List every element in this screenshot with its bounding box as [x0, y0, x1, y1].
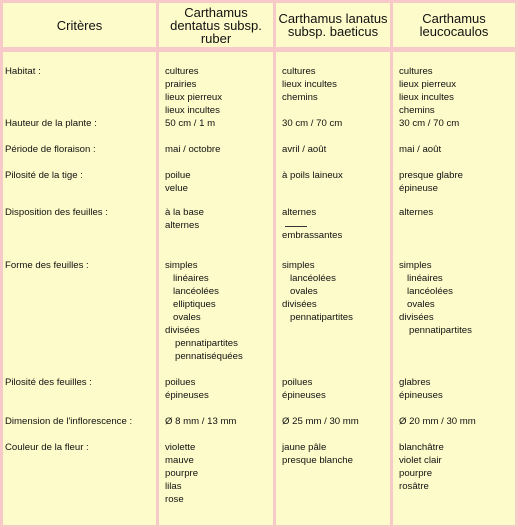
value-line: embrassantes — [282, 230, 343, 241]
value-line: ovales — [407, 299, 435, 310]
value-cell — [276, 415, 393, 441]
value-cell — [159, 441, 276, 525]
value-line: ovales — [173, 312, 201, 323]
value-line: lieux incultes — [165, 105, 220, 116]
value-line: alternes — [399, 207, 434, 218]
value-line: violette — [165, 442, 196, 453]
criterion-label: Pilosité de la tige : — [3, 169, 159, 206]
value-cell — [276, 169, 393, 206]
value-line: divisées — [165, 325, 200, 336]
value-line: pourpre — [399, 468, 433, 479]
value-line: cultures — [165, 66, 199, 77]
species-header: Carthamus dentatus subsp. ruber — [159, 3, 276, 52]
value-line: simples — [399, 260, 432, 271]
value-cell — [159, 117, 276, 143]
value-line: presque blanche — [282, 455, 353, 466]
value-line: ovales — [290, 286, 318, 297]
criterion-label: Pilosité des feuilles : — [3, 376, 159, 415]
value-cell — [276, 206, 393, 259]
value-cell — [393, 206, 515, 259]
value-line: jaune pâle — [282, 442, 327, 453]
value-cell — [159, 259, 276, 376]
value-line: mauve — [165, 455, 194, 466]
value-line: lieux incultes — [399, 92, 454, 103]
value-line: pennatipartites — [409, 325, 472, 336]
value-line: poilues — [282, 377, 313, 388]
value-line: elliptiques — [173, 299, 216, 310]
value-cell — [159, 415, 276, 441]
value-cell — [159, 206, 276, 259]
value-line: pennatipartites — [290, 312, 353, 323]
table-row — [3, 206, 515, 259]
value-cell — [276, 143, 393, 169]
value-line: à poils laineux — [282, 170, 343, 181]
value-line: simples — [165, 260, 198, 271]
value-line: chemins — [282, 92, 318, 103]
value-line: Ø 20 mm / 30 mm — [399, 416, 476, 427]
value-cell — [159, 169, 276, 206]
value-line: velue — [165, 183, 188, 194]
value-line: presque glabre — [399, 170, 464, 181]
value-line: avril / août — [282, 144, 327, 155]
value-cell — [393, 259, 515, 376]
table-row — [3, 259, 515, 376]
criteria-header: Critères — [3, 3, 159, 52]
value-line: lieux pierreux — [399, 79, 457, 90]
value-cell — [393, 441, 515, 525]
value-cell — [159, 52, 276, 117]
criterion-label: Disposition des feuilles : — [3, 206, 159, 259]
value-line: épineuses — [165, 390, 209, 401]
value-line: linéaires — [407, 273, 443, 284]
value-line: blanchâtre — [399, 442, 444, 453]
value-line: pennatipartites — [175, 338, 238, 349]
table-row — [3, 376, 515, 415]
value-line: alternes — [282, 207, 317, 218]
table-row — [3, 415, 515, 441]
value-cell — [276, 52, 393, 117]
table-row — [3, 441, 515, 525]
value-line: linéaires — [173, 273, 209, 284]
value-line: 50 cm / 1 m — [165, 118, 216, 129]
value-line: lilas — [165, 481, 182, 492]
value-cell — [276, 117, 393, 143]
value-cell — [393, 52, 515, 117]
table-row — [3, 117, 515, 143]
value-line: à la base — [165, 207, 204, 218]
value-line: épineuse — [399, 183, 438, 194]
value-cell — [393, 169, 515, 206]
criterion-label: Dimension de l'inflorescence : — [3, 415, 159, 441]
value-line: lancéolées — [407, 286, 453, 297]
table-row — [3, 169, 515, 206]
value-cell — [393, 376, 515, 415]
value-line: lieux incultes — [282, 79, 337, 90]
value-line: 30 cm / 70 cm — [399, 118, 460, 129]
value-cell — [276, 259, 393, 376]
value-line: épineuses — [399, 390, 443, 401]
value-line: prairies — [165, 79, 197, 90]
value-line: mai / août — [399, 144, 442, 155]
value-line: mai / octobre — [165, 144, 221, 155]
value-line: lieux pierreux — [165, 92, 223, 103]
header-row — [3, 3, 515, 52]
value-line: glabres — [399, 377, 431, 388]
value-line: poilue — [165, 170, 191, 181]
value-line: divisées — [282, 299, 317, 310]
value-line: lancéolées — [290, 273, 336, 284]
value-cell — [276, 441, 393, 525]
species-header: Carthamus leucocaulos — [393, 3, 515, 52]
value-cell — [276, 376, 393, 415]
value-line: alternes — [165, 220, 200, 231]
value-line: chemins — [399, 105, 435, 116]
table-row — [3, 143, 515, 169]
species-header: Carthamus lanatus subsp. baeticus — [276, 3, 393, 52]
value-line: Ø 25 mm / 30 mm — [282, 416, 359, 427]
value-cell — [393, 415, 515, 441]
criterion-label: Couleur de la fleur : — [3, 441, 159, 525]
value-line: rosâtre — [399, 481, 429, 492]
value-line: Ø 8 mm / 13 mm — [165, 416, 237, 427]
criterion-label: Hauteur de la plante : — [3, 117, 159, 143]
value-line: cultures — [282, 66, 316, 77]
criterion-label: Période de floraison : — [3, 143, 159, 169]
value-line: épineuses — [282, 390, 326, 401]
criterion-label: Forme des feuilles : — [3, 259, 159, 376]
value-line: pennatiséquées — [175, 351, 243, 362]
criterion-label: Habitat : — [3, 52, 159, 117]
value-line: poilues — [165, 377, 196, 388]
value-line: 30 cm / 70 cm — [282, 118, 343, 129]
value-line: cultures — [399, 66, 433, 77]
value-line: pourpre — [165, 468, 199, 479]
value-cell — [159, 143, 276, 169]
value-line: lancéolées — [173, 286, 219, 297]
value-line: rose — [165, 494, 184, 505]
comparison-table — [3, 3, 515, 525]
dash-separator — [285, 219, 307, 227]
value-cell — [393, 143, 515, 169]
value-cell — [393, 117, 515, 143]
value-line: divisées — [399, 312, 434, 323]
table-row — [3, 52, 515, 117]
value-line: simples — [282, 260, 315, 271]
value-line: violet clair — [399, 455, 442, 466]
value-cell — [159, 376, 276, 415]
